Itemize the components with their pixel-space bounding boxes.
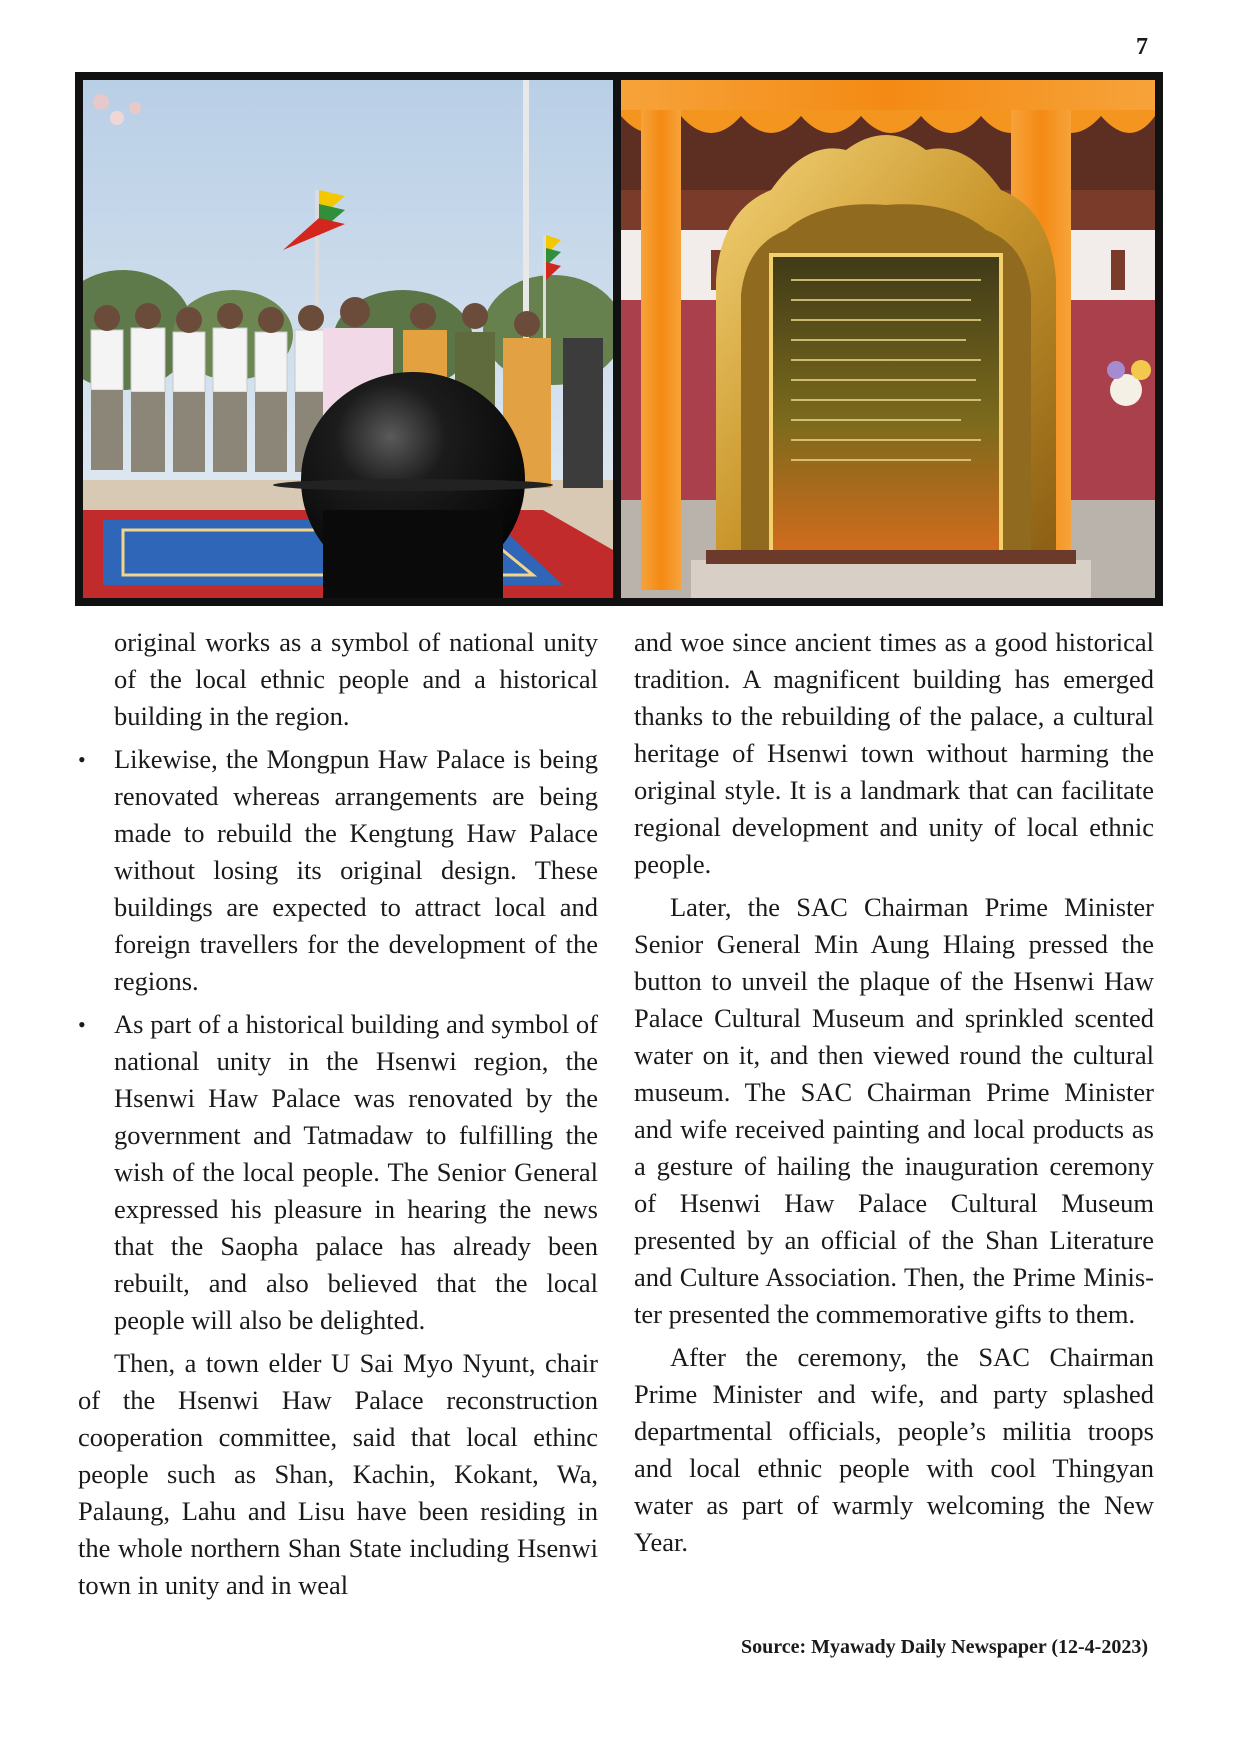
source-credit: Source: Myawady Daily Newspaper (12-4-2023) [740,1636,1148,1658]
ceremony-photo [83,80,613,598]
left-column [78,624,598,1610]
body-paragraph: Then, a town elder U Sai Myo Nyunt, chair of the Hsenwi Haw Palace reconstruction cooperation committee, said that local ethinc people such as Shan, Kachin, Kokant, Wa, Palaung, Lahu and Lisu have been residing in the whole northern Shan State including Hsenwi town in unity and in weal [78,1348,598,1600]
right-column [634,624,1154,1567]
plaque-photo-image [621,80,1155,598]
plaque-photo [621,80,1155,598]
body-paragraph: and woe since ancient times as a good historical tradition. A magnificent building has emerged thanks to the rebuilding of the palace, a cultural heritage of Hsenwi town without harming the original style. It is a landmark that can facilitate regional development and unity of local ethnic people. [634,627,1154,879]
bullet-list [78,741,598,1339]
bullet-item: • As part of a historical building and symbol of national unity in the Hsenwi region, the Hsenwi Haw Palace was renovated by the government and Tatmadaw to fulfilling the wish of the local people. The Senior General expressed his pleasure in hearing the news that the Saopha palace has already been rebuilt, and also believed that the local people will also be delighted. [114,1006,598,1339]
bullet-item: • Likewise, the Mongpun Haw Palace is being renovated whereas arrangements are being made to rebuild the Kengtung Haw Palace without losing its original design. These buildings are expected to attract local and foreign travellers for the development of the regions. [114,741,598,1000]
continuation-paragraph: original works as a symbol of national unity of the local ethnic people and a historical building in the region. [114,627,598,731]
photo-strip [75,72,1163,606]
body-paragraph: Later, the SAC Chairman Prime Minister Senior General Min Aung Hlaing pressed the button to unveil the plaque of the Hsenwi Haw Palace Cultural Museum and sprinkled scented water on it, and then viewed round the cultural museum. The SAC Chairman Prime Minister and wife received painting and local products as a gesture of hailing the inauguration ceremony of Hsenwi Haw Palace Cultural Museum presented by an official of the Shan Literature and Culture Association. Then, the Prime Minister presented the commemorative gifts to them. [634,892,1154,1329]
body-paragraph: After the ceremony, the SAC Chairman Prime Minister and wife, and party splashed departmental officials, people’s militia troops and local ethnic people with cool Thingyan water as part of warmly welcoming the New Year. [634,1342,1154,1557]
ceremony-photo-image [83,80,613,598]
page-number: 7 [1136,34,1148,60]
